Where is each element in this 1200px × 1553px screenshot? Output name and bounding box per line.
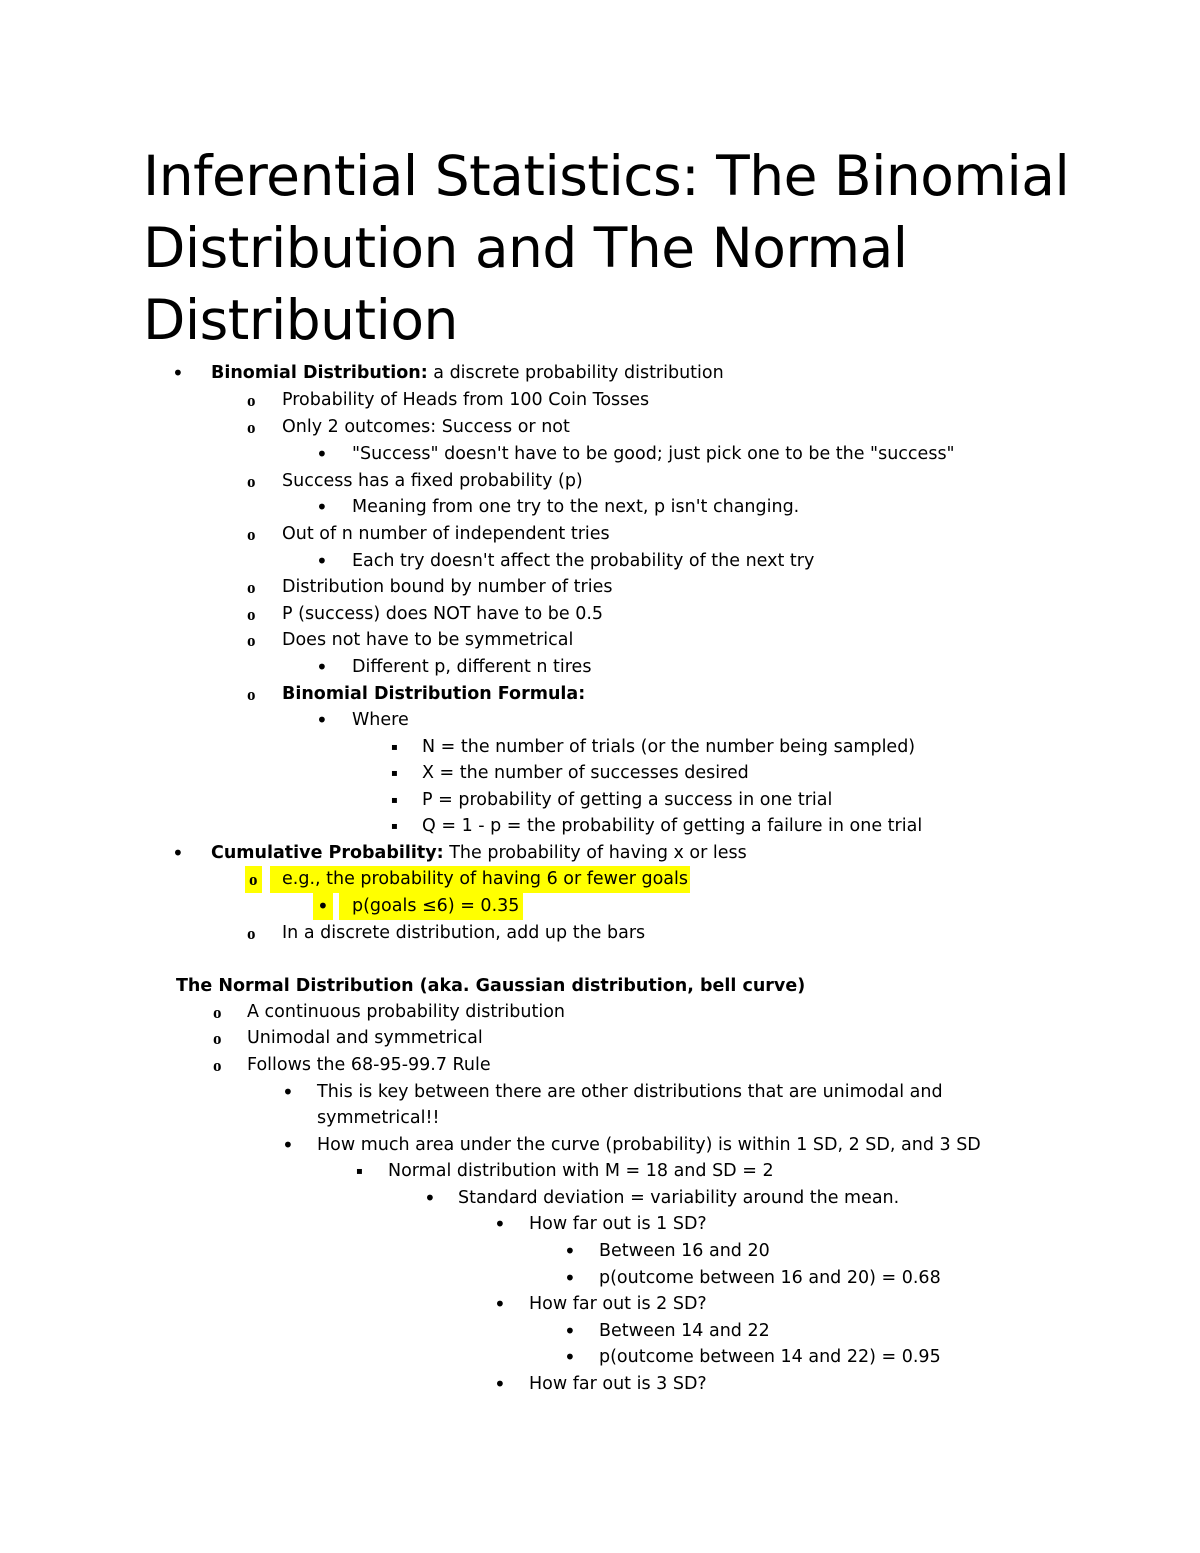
list-item-text: Does not have to be symmetrical [282, 630, 574, 650]
bullet-disc-icon: • [172, 841, 184, 865]
list-item-text: Success has a fixed probability (p) [282, 471, 583, 491]
list-item-text: Out of n number of independent tries [282, 524, 610, 544]
bullet-disc-icon: • [564, 1319, 576, 1343]
bullet-disc-icon: • [564, 1345, 576, 1369]
bullet-circle-icon: o [247, 418, 256, 437]
list-item-text: How far out is 1 SD? [529, 1214, 707, 1234]
list-item-text: p(outcome between 16 and 20) = 0.68 [599, 1268, 941, 1288]
list-item-text: Probability of Heads from 100 Coin Tosses [282, 390, 650, 410]
definition-binomial: a discrete probability distribution [427, 363, 724, 383]
bullet-circle-icon: o [245, 866, 262, 893]
bullet-square-icon: ▪ [391, 742, 398, 753]
bullet-circle-icon: o [247, 525, 256, 544]
bullet-disc-icon: • [313, 893, 333, 920]
list-item-text: e.g., the probability of having 6 or fewer goals [270, 866, 690, 893]
bullet-disc-icon: • [172, 361, 184, 385]
list-item-text: Where [352, 710, 409, 730]
list-item-text: Unimodal and symmetrical [247, 1028, 483, 1048]
bullet-circle-icon: o [247, 924, 256, 943]
list-item-text: Between 14 and 22 [599, 1321, 770, 1341]
list-item-text: Different p, different n tires [352, 657, 592, 677]
list-item-text: This is key between there are other distributions that are unimodal and [317, 1082, 943, 1102]
bullet-circle-icon: o [247, 578, 256, 597]
bullet-disc-icon: • [494, 1212, 506, 1236]
list-item-text: In a discrete distribution, add up the bars [282, 923, 646, 943]
normal-heading: The Normal Distribution (aka. Gaussian distribution, bell curve) [176, 976, 806, 996]
list-item-text: Standard deviation = variability around the mean. [458, 1188, 900, 1208]
list-item-text: Binomial Distribution Formula: [282, 684, 586, 704]
list-item-text: N = the number of trials (or the number being sampled) [422, 737, 916, 757]
bullet-disc-icon: • [564, 1239, 576, 1263]
list-item-text: How much area under the curve (probability) is within 1 SD, 2 SD, and 3 SD [317, 1135, 981, 1155]
bullet-disc-icon: • [316, 549, 328, 573]
bullet-circle-icon: o [247, 605, 256, 624]
bullet-circle-icon: o [213, 1029, 222, 1048]
bullet-disc-icon: • [282, 1133, 294, 1157]
list-item-text: How far out is 2 SD? [529, 1294, 707, 1314]
bullet-square-icon: ▪ [391, 768, 398, 779]
bullet-square-icon: ▪ [391, 795, 398, 806]
list-item-text: Meaning from one try to the next, p isn't changing. [352, 497, 800, 517]
list-item-text: Each try doesn't affect the probability of the next try [352, 551, 815, 571]
list-item-text: "Success" doesn't have to be good; just pick one to be the "success" [352, 444, 955, 464]
bullet-circle-icon: o [247, 631, 256, 650]
definition-cumulative: The probability of having x or less [443, 843, 747, 863]
term-cumulative: Cumulative Probability: [211, 843, 444, 863]
list-item-text: Normal distribution with M = 18 and SD = 2 [388, 1161, 774, 1181]
bullet-disc-icon: • [316, 495, 328, 519]
bullet-disc-icon: • [316, 655, 328, 679]
bullet-circle-icon: o [247, 685, 256, 704]
list-item-text: p(outcome between 14 and 22) = 0.95 [599, 1347, 941, 1367]
bullet-disc-icon: • [424, 1186, 436, 1210]
list-item-text: How far out is 3 SD? [529, 1374, 707, 1394]
list-item-text: P (success) does NOT have to be 0.5 [282, 604, 604, 624]
bullet-square-icon: ▪ [356, 1166, 363, 1177]
page-title: Inferential Statistics: The Binomial Distribution and The Normal Distribution [143, 144, 1070, 352]
list-item-text: p(goals ≤6) = 0.35 [339, 893, 523, 920]
list-item-text: symmetrical!! [317, 1108, 440, 1128]
list-item-text: Follows the 68-95-99.7 Rule [247, 1055, 491, 1075]
bullet-disc-icon: • [316, 708, 328, 732]
list-item-text: Only 2 outcomes: Success or not [282, 417, 570, 437]
term-binomial: Binomial Distribution: [211, 363, 428, 383]
list-item-text: Distribution bound by number of tries [282, 577, 613, 597]
list-item-text: Q = 1 - p = the probability of getting a failure in one trial [422, 816, 923, 836]
list-item-text: X = the number of successes desired [422, 763, 749, 783]
bullet-circle-icon: o [247, 472, 256, 491]
list-item-text: P = probability of getting a success in one trial [422, 790, 833, 810]
bullet-disc-icon: • [282, 1080, 294, 1104]
bullet-circle-icon: o [213, 1003, 222, 1022]
bullet-disc-icon: • [316, 442, 328, 466]
list-item-text: A continuous probability distribution [247, 1002, 565, 1022]
bullet-disc-icon: • [494, 1372, 506, 1396]
bullet-square-icon: ▪ [391, 821, 398, 832]
bullet-disc-icon: • [494, 1292, 506, 1316]
bullet-circle-icon: o [213, 1056, 222, 1075]
list-item-text: Between 16 and 20 [599, 1241, 770, 1261]
bullet-circle-icon: o [247, 391, 256, 410]
bullet-disc-icon: • [564, 1266, 576, 1290]
